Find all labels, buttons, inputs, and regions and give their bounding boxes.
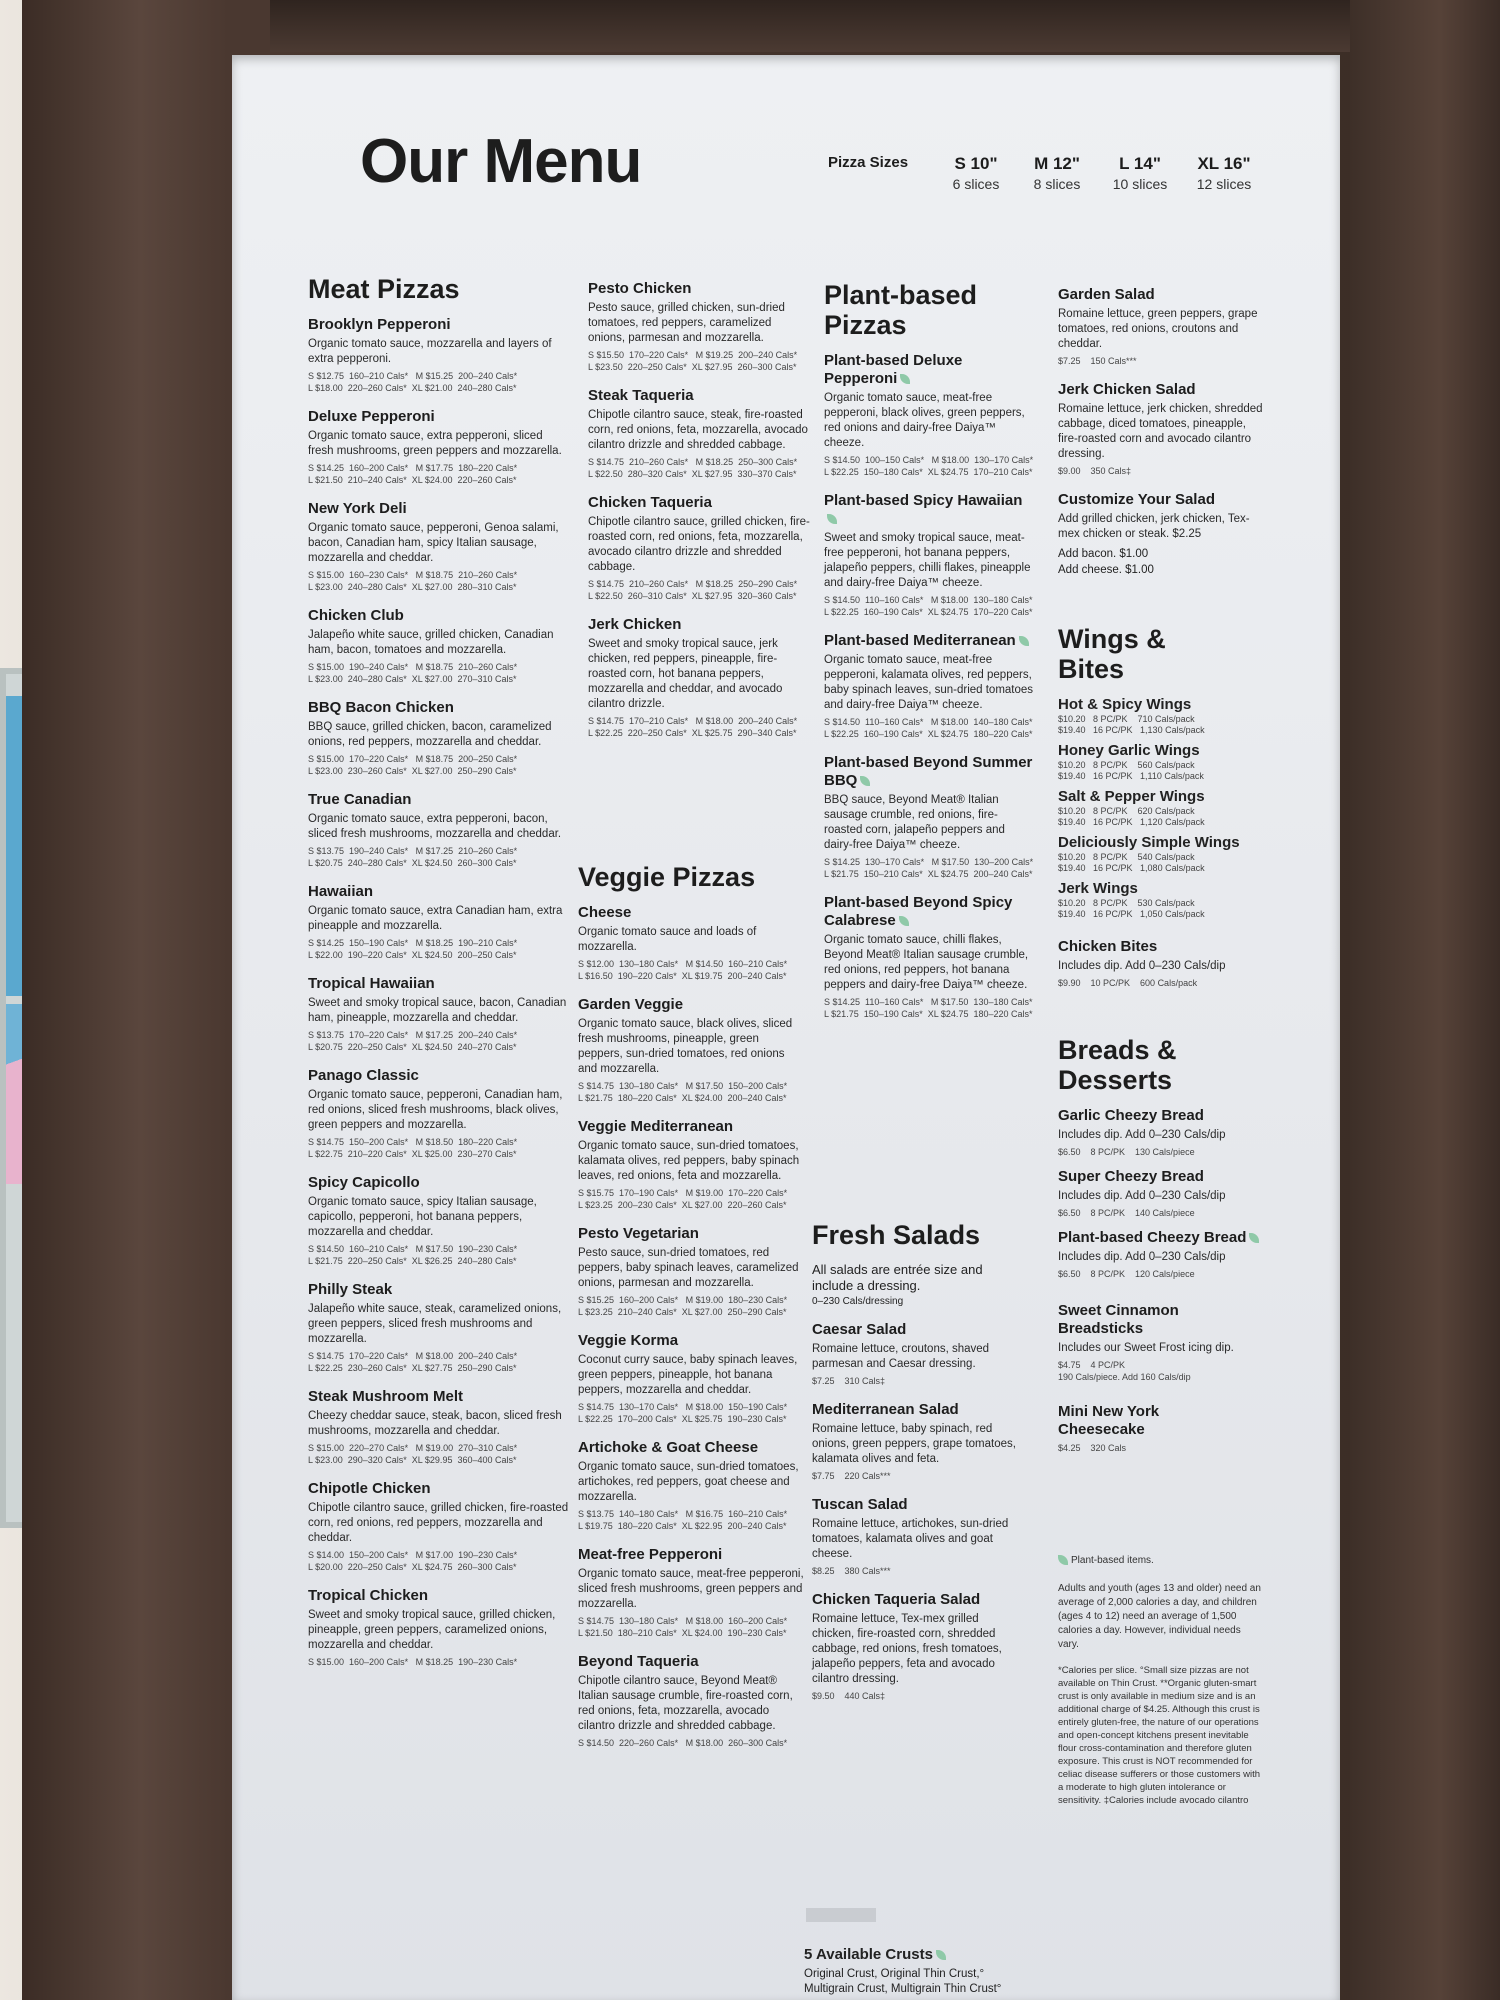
section-heading-breads: Breads & Desserts (1058, 1035, 1177, 1095)
menu-item: Garden Veggie Organic tomato sauce, black olives, sliced fresh mushrooms, pineapple, green peppers, sun-dried tomatoes, red onions and mozzarella. S $14.75 130–180 Cals* M $17.50 150–200 Cals* L $21.75 180–220 Cals* XL $24.00 200–240 Cals* (578, 996, 793, 1103)
plant-leaf-icon (1249, 1233, 1259, 1243)
menu-item: Pesto Vegetarian Pesto sauce, sun-dried tomatoes, red peppers, baby spinach leaves, caramelized onions, parmesan and mozzarella. S $15.25 160–200 Cals* M $19.00 180–230 Cals* L $23.25 210–240 Cals* XL $27.00 250–290 Cals* (578, 1225, 799, 1317)
menu-item: Veggie Korma Coconut curry sauce, baby spinach leaves, green peppers, pineapple, hot banana peppers, mozzarella and cheddar. S $14.75 130–170 Cals* M $18.00 150–190 Cals* L $22.25 170–200 Cals* XL $25.75 190–230 Cals* (578, 1332, 798, 1424)
menu-item: Hawaiian Organic tomato sauce, extra Canadian ham, extra pineapple and mozzarella. S $14.25 150–190 Cals* M $18.25 190–210 Cals* L $22.00 190–220 Cals* XL $24.50 200–250 Cals* (308, 883, 563, 960)
menu-item: Brooklyn Pepperoni Organic tomato sauce, mozzarella and layers of extra pepperoni. S $12.75 160–210 Cals* M $15.25 200–240 Cals* L $18.00 220–260 Cals* XL $21.00 240–280 Cals* (308, 316, 552, 393)
menu-item: Philly Steak Jalapeño white sauce, steak, caramelized onions, green peppers, sliced fresh mushrooms and mozzarella. S $14.75 170–220 Cals* M $18.00 200–240 Cals* L $22.25 230–260 Cals* XL $27.75 250–290 Cals* (308, 1281, 562, 1373)
menu-item: Plant-based Deluxe Pepperoni Organic tomato sauce, meat-free pepperoni, black olives, green peppers, red onions and dairy-free Daiya™ cheeze. S $14.50 100–150 Cals* M $18.00 130–170 Cals* L $22.25 150–180 Cals* XL $24.75 170–210 Cals* (824, 352, 1034, 477)
section-heading-salads: Fresh Salads (812, 1220, 981, 1250)
section-heading-meat: Meat Pizzas (308, 274, 460, 304)
menu-item: Spicy Capicollo Organic tomato sauce, spicy Italian sausage, capicollo, pepperoni, hot banana peppers, mozzarella and cheddar. S $14.50 160–210 Cals* M $17.50 190–230 Cals* L $21.75 220–250 Cals* XL $26.25 240–280 Cals* (308, 1174, 537, 1266)
plant-leaf-icon (860, 776, 870, 786)
menu-item: Garlic Cheezy Bread Includes dip. Add 0–230 Cals/dip $6.50 8 PC/PK 130 Cals/piece (1058, 1107, 1226, 1157)
salads-wings-breads-column (1058, 286, 1264, 1807)
menu-item: Meat-free Pepperoni Organic tomato sauce, meat-free pepperoni, sliced fresh mushrooms, green peppers and mozzarella. S $14.75 130–180 Cals* M $18.00 160–200 Cals* L $21.50 180–210 Cals* XL $24.00 190–230 Cals* (578, 1546, 804, 1638)
plant-leaf-icon (936, 1950, 946, 1960)
menu-item: True Canadian Organic tomato sauce, extra pepperoni, bacon, sliced fresh mushrooms, mozzarella and cheddar. S $13.75 190–240 Cals* M $17.25 210–260 Cals* L $20.75 240–280 Cals* XL $24.50 260–300 Cals* (308, 791, 562, 868)
menu-item: New York Deli Organic tomato sauce, pepperoni, Genoa salami, bacon, Canadian ham, spicy Italian sausage, mozzarella and cheddar. S $15.00 160–230 Cals* M $18.75 210–260 Cals* L $23.00 240–280 Cals* XL $27.00 280–310 Cals* (308, 500, 559, 592)
wing-item: Salt & Pepper Wings $10.20 8 PC/PK 620 Cals/pack $19.40 16 PC/PK 1,120 Cals/pack (1058, 788, 1205, 827)
menu-item: Plant-based Beyond Spicy Calabrese Organic tomato sauce, chilli flakes, Beyond Meat® Italian sausage crumble, red onions, red peppers, hot banana peppers and dairy-free Daiya™ cheeze. S $14.25 110–160 Cals* M $17.50 130–180 Cals* L $21.75 150–190 Cals* XL $24.75 180–220 Cals* (824, 894, 1033, 1019)
menu-item: Cheese Organic tomato sauce and loads of mozzarella. S $12.00 130–180 Cals* M $14.50 160–210 Cals* L $16.50 190–220 Cals* XL $19.75 200–240 Cals* (578, 904, 788, 981)
plant-based-column (824, 280, 1034, 1034)
meat-pizzas-continued-column (588, 280, 810, 753)
menu-item: Mini New York Cheesecake $4.25 320 Cals (1058, 1403, 1160, 1453)
menu-item: Mediterranean Salad Romaine lettuce, baby spinach, red onions, green peppers, grape tomatoes, kalamata olives and feta. $7.75 220 Cals*** (812, 1401, 1016, 1481)
menu-item: Tuscan Salad Romaine lettuce, artichokes, sun-dried tomatoes, kalamata olives and goat cheese. $8.25 380 Cals*** (812, 1496, 1009, 1576)
menu-item: Steak Mushroom Melt Cheezy cheddar sauce, steak, bacon, sliced fresh mushrooms, mozzarella and cheddar. S $15.00 220–270 Cals* M $19.00 270–310 Cals* L $23.00 290–320 Cals* XL $29.95 360–400 Cals* (308, 1388, 562, 1465)
pizza-sizes-label: Pizza Sizes (828, 154, 909, 171)
menu-item: Jerk Chicken Salad Romaine lettuce, jerk chicken, shredded cabbage, diced tomatoes, pineapple, fire-roasted corn and avocado cilantro dressing. $9.00 350 Cals‡ (1058, 381, 1263, 476)
salads-intro: All salads are entrée size and include a dressing. 0–230 Cals/dressing (812, 1262, 983, 1307)
menu-item: Beyond Taqueria Chipotle cilantro sauce, Beyond Meat® Italian sausage crumble, fire-roasted corn, red onions, feta, mozzarella, avocado cilantro drizzle and shredded cabbage. S $14.50 220–260 Cals* M $18.00 260–300 Cals* (578, 1653, 793, 1748)
menu-item: Plant-based Mediterranean Organic tomato sauce, meat-free pepperoni, kalamata olives, red peppers, baby spinach leaves, sun-dried tomatoes and dairy-free Daiya™ cheeze. S $14.50 110–160 Cals* M $18.00 140–180 Cals* L $22.25 160–190 Cals* XL $24.75 180–220 Cals* (824, 632, 1034, 739)
calorie-note: Adults and youth (ages 13 and older) need an average of 2,000 calories a day, and children (ages 4 to 12) need an average of 1,500 calories a day. However, individual needs vary. (1058, 1583, 1261, 1650)
menu-item: Veggie Mediterranean Organic tomato sauce, sun-dried tomatoes, kalamata olives, red peppers, baby spinach leaves, red onions, feta and mozzarella. S $15.75 170–190 Cals* M $19.00 170–220 Cals* L $23.25 200–230 Cals* XL $27.00 220–260 Cals* (578, 1118, 800, 1210)
plant-leaf-icon (827, 514, 837, 524)
wing-item: Jerk Wings $10.20 8 PC/PK 530 Cals/pack $19.40 16 PC/PK 1,050 Cals/pack (1058, 880, 1205, 919)
menu-item: Customize Your Salad Add grilled chicken, jerk chicken, Tex-mex chicken or steak. $2.25 (1058, 491, 1250, 540)
menu-item: Tropical Chicken Sweet and smoky tropical sauce, grilled chicken, pineapple, green peppers, caramelized onions, mozzarella and cheddar. S $15.00 160–200 Cals* M $18.25 190–230 Cals* (308, 1587, 556, 1667)
addons-list: Add bacon. $1.00 Add cheese. $1.00 (1058, 548, 1154, 576)
menu-item: Tropical Hawaiian Sweet and smoky tropical sauce, bacon, Canadian ham, pineapple, mozzarella and cheddar. S $13.75 170–220 Cals* M $17.25 200–240 Cals* L $20.75 220–250 Cals* XL $24.50 240–270 Cals* (308, 975, 567, 1052)
wing-item: Hot & Spicy Wings $10.20 8 PC/PK 710 Cals/pack $19.40 16 PC/PK 1,130 Cals/pack (1058, 696, 1205, 735)
wing-item: Deliciously Simple Wings $10.20 8 PC/PK 540 Cals/pack $19.40 16 PC/PK 1,080 Cals/pack (1058, 834, 1240, 873)
size-small: S 10" 6 slices (952, 154, 1000, 192)
menu-item: Artichoke & Goat Cheese Organic tomato sauce, sun-dried tomatoes, artichokes, red peppers, goat cheese and mozzarella. S $13.75 140–180 Cals* M $16.75 160–210 Cals* L $19.75 180–220 Cals* XL $22.95 200–240 Cals* (578, 1439, 799, 1531)
size-large: L 14" 10 slices (1112, 154, 1168, 192)
section-heading-veggie: Veggie Pizzas (578, 862, 756, 892)
menu-item: Caesar Salad Romaine lettuce, croutons, shaved parmesan and Caesar dressing. $7.25 310 Cals‡ (812, 1321, 990, 1386)
menu-item: Plant-based Spicy Hawaiian Sweet and smoky tropical sauce, meat-free pepperoni, hot banana peppers, jalapeño peppers, chilli flakes, pineapple and dairy-free Daiya™ cheeze. S $14.50 110–160 Cals* M $18.00 130–180 Cals* L $22.25 160–190 Cals* XL $24.75 170–220 Cals* (824, 492, 1033, 617)
menu-item: Plant-based Cheezy Bread Includes dip. Add 0–230 Cals/dip $6.50 8 PC/PK 120 Cals/piece (1058, 1229, 1264, 1280)
section-heading-plant: Plant-based Pizzas (824, 280, 978, 340)
menu-item: Plant-based Beyond Summer BBQ BBQ sauce, Beyond Meat® Italian sausage crumble, red onions, fire-roasted corn, jalapeño peppers and dairy-free Daiya™ cheeze. S $14.25 130–170 Cals* M $17.50 130–200 Cals* L $21.75 150–210 Cals* XL $24.75 200–240 Cals* (824, 754, 1034, 879)
crusts-section: 5 Available Crusts Original Crust, Original Thin Crust,° Multigrain Crust, Multigrain Thin Crust° (804, 1946, 1002, 1995)
menu-item: Garden Salad Romaine lettuce, green peppers, grape tomatoes, red onions, croutons and cheddar. $7.25 150 Cals*** (1058, 286, 1258, 366)
meat-pizzas-column (308, 274, 570, 1682)
size-medium: M 12" 8 slices (1033, 154, 1081, 192)
menu-item: Chicken Club Jalapeño white sauce, grilled chicken, Canadian ham, bacon, tomatoes and mozzarella. S $15.00 190–240 Cals* M $18.75 210–260 Cals* L $23.00 240–280 Cals* XL $27.00 270–310 Cals* (308, 607, 554, 684)
veggie-pizzas-column (578, 862, 804, 1763)
plant-leaf-icon (899, 916, 909, 926)
footnotes: *Calories per slice. °Small size pizzas are not available on Thin Crust. **Organic gluten-smart crust is only available in medium size and is an additional charge of $4.25. Although this crust is entirely gluten-free, the nature of our operations and open-concept kitchens present inevitable flour cross-contamination and therefore gluten exposure. This crust is NOT recommended for celiac disease sufferers or those customers with a moderate to high gluten intolerance or sensitivity. ‡Calories include avocado cilantro (1058, 1665, 1261, 1806)
page-title: Our Menu (360, 127, 642, 196)
menu-item: Sweet Cinnamon Breadsticks Includes our Sweet Frost icing dip. $4.75 4 PC/PK 190 Cals/piece. Add 160 Cals/dip (1058, 1302, 1234, 1382)
plant-leaf-icon (900, 374, 910, 384)
wood-frame-right (1350, 0, 1500, 2000)
menu-item: Chicken Bites Includes dip. Add 0–230 Cals/dip $9.90 10 PC/PK 600 Cals/pack (1058, 938, 1226, 988)
menu-item: Panago Classic Organic tomato sauce, pepperoni, Canadian ham, red onions, sliced fresh mushrooms, black olives, green peppers and mozzarella. S $14.75 150–200 Cals* M $18.50 180–220 Cals* L $22.75 210–220 Cals* XL $25.00 230–270 Cals* (308, 1067, 563, 1159)
size-xlarge: XL 16" 12 slices (1196, 154, 1252, 192)
wing-item: Honey Garlic Wings $10.20 8 PC/PK 560 Cals/pack $19.40 16 PC/PK 1,110 Cals/pack (1058, 742, 1204, 781)
grey-placeholder-bar (806, 1908, 876, 1922)
section-heading-wings: Wings & Bites (1058, 624, 1166, 684)
menu-item: Jerk Chicken Sweet and smoky tropical sauce, jerk chicken, red peppers, pineapple, fire-roasted corn, hot banana peppers, mozzarella and cheddar, and avocado cilantro drizzle. S $14.75 170–210 Cals* M $18.00 200–240 Cals* L $22.25 220–250 Cals* XL $25.75 290–340 Cals* (588, 616, 798, 738)
menu-item: Chicken Taqueria Chipotle cilantro sauce, grilled chicken, fire-roasted corn, red onions, feta, mozzarella, avocado cilantro drizzle and shredded cabbage. S $14.75 210–260 Cals* M $18.25 250–290 Cals* L $22.50 260–310 Cals* XL $27.95 320–360 Cals* (588, 494, 810, 601)
frame-top-bar (270, 0, 1350, 52)
menu-item: Pesto Chicken Pesto sauce, grilled chicken, sun-dried tomatoes, red peppers, caramelized onions, parmesan and mozzarella. S $15.50 170–220 Cals* M $19.25 200–240 Cals* L $23.50 220–250 Cals* XL $27.95 260–300 Cals* (588, 280, 798, 372)
menu-item: Steak Taqueria Chipotle cilantro sauce, steak, fire-roasted corn, red onions, feta, mozzarella, avocado cilantro drizzle and shredded cabbage. S $14.75 210–260 Cals* M $18.25 250–300 Cals* L $22.50 280–320 Cals* XL $27.95 330–370 Cals* (588, 387, 808, 479)
plant-based-legend: Plant-based items. (1058, 1554, 1264, 1568)
menu-item: Chicken Taqueria Salad Romaine lettuce, Tex-mex grilled chicken, fire-roasted corn, shredded cabbage, red onions, fresh tomatoes, jalapeño peppers, feta and avocado cilantro dressing. $9.50 440 Cals‡ (812, 1591, 1002, 1701)
fresh-salads-column (812, 1220, 1022, 1716)
plant-leaf-icon (1019, 636, 1029, 646)
menu-item: BBQ Bacon Chicken BBQ sauce, grilled chicken, bacon, caramelized onions, red peppers, mozzarella and cheddar. S $15.00 170–220 Cals* M $18.75 200–250 Cals* L $23.00 230–260 Cals* XL $27.00 250–290 Cals* (308, 699, 552, 776)
menu-item: Super Cheezy Bread Includes dip. Add 0–230 Cals/dip $6.50 8 PC/PK 140 Cals/piece (1058, 1168, 1226, 1218)
menu-item: Chipotle Chicken Chipotle cilantro sauce, grilled chicken, fire-roasted corn, red onions, red peppers, mozzarella and cheddar. S $14.00 150–200 Cals* M $17.00 190–230 Cals* L $20.00 220–250 Cals* XL $24.75 260–300 Cals* (308, 1480, 569, 1572)
menu-item: Deluxe Pepperoni Organic tomato sauce, extra pepperoni, sliced fresh mushrooms, green peppers and mozzarella. S $14.25 160–200 Cals* M $17.75 180–220 Cals* L $21.50 210–240 Cals* XL $24.00 220–260 Cals* (308, 408, 562, 485)
plant-leaf-icon (1058, 1555, 1068, 1565)
